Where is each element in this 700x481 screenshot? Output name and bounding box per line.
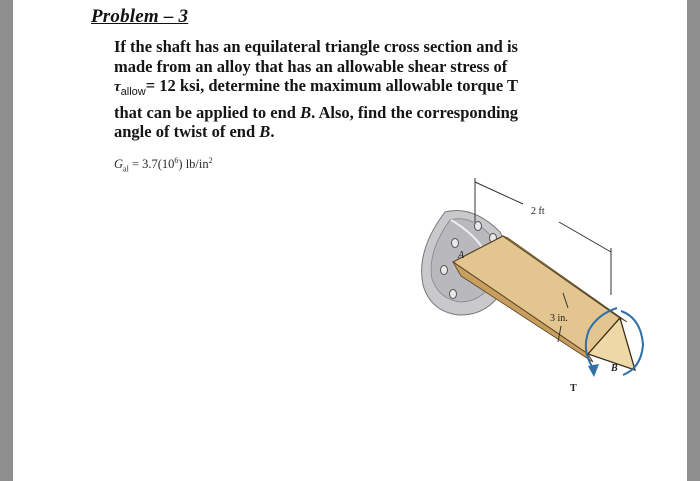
statement-line-2: made from an alloy that has an allowable shear stress of [114, 56, 508, 76]
torque-label: T [570, 383, 577, 394]
tau-subscript: allow [120, 86, 146, 99]
statement-line-3-rest: = 12 ksi, determine the maximum allowable torque T [145, 76, 518, 96]
length-label: 2 ft [531, 206, 545, 217]
problem-title: Problem – 3 [91, 6, 189, 27]
shear-modulus-given: $G_{al} = 3.7(10^6)$ $lb/in^2$ [114, 156, 213, 174]
point-b-label: B [611, 363, 618, 374]
page [13, 0, 687, 481]
side-label: 3 in. [550, 313, 568, 324]
end-b-ref: B [300, 102, 312, 122]
tau-symbol: $\tau_{allow}$ [114, 79, 146, 99]
point-a-label: A [458, 250, 465, 261]
statement-line-5: angle of twist of end B. [114, 122, 275, 142]
statement-line-1: If the shaft has an equilateral triangle cross section and is [114, 37, 518, 56]
statement-line-4: that can be applied to end B. Also, find the corresponding [114, 102, 519, 122]
end-b-ref-2: B [259, 122, 271, 142]
shaft-figure [13, 0, 687, 481]
